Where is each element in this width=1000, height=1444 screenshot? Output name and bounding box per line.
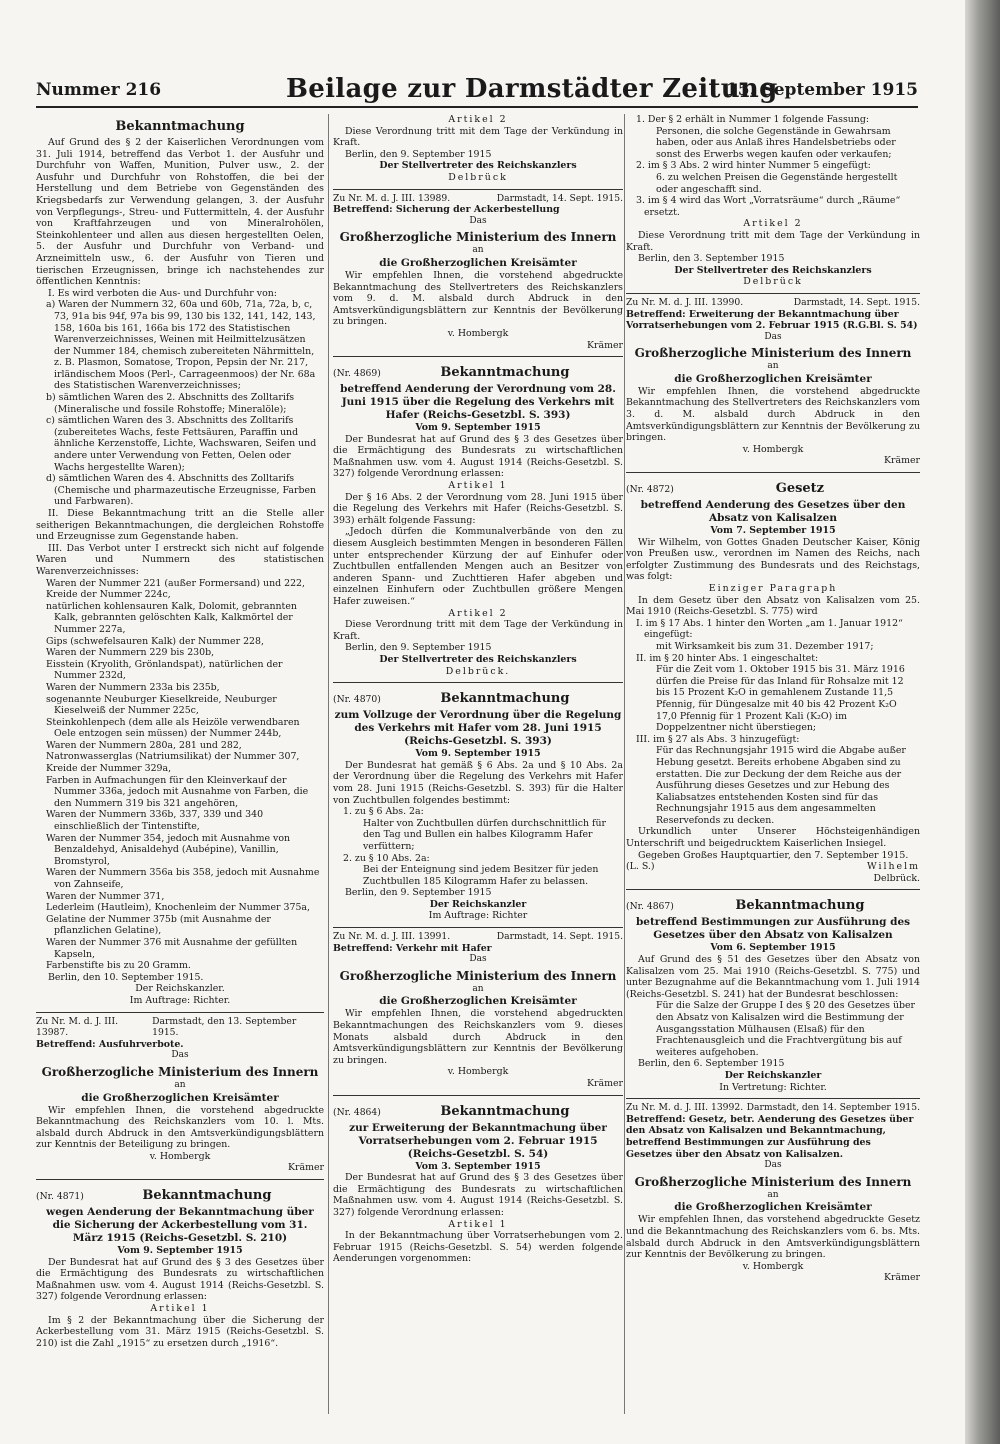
- separator: [626, 1098, 920, 1099]
- an-label: an: [472, 245, 484, 256]
- masthead: [36, 74, 918, 104]
- paragraph-heading: Einziger Paragraph: [708, 583, 838, 594]
- masthead-rule: [36, 106, 918, 108]
- signature: Delbrück: [743, 276, 803, 288]
- paragraph: Der § 16 Abs. 2 der Verordnung vom 28. Juni 1915 über die Regelung des Verkehrs mit Hafer (Reichs-Gesetzbl. S. 393) erhält folgende Fassung:: [333, 491, 623, 526]
- article-heading: Artikel 2: [448, 607, 508, 619]
- list-item: Waren der Nummern 233a bis 235b,: [46, 681, 220, 693]
- paragraph: Wir empfehlen Ihnen, das vorstehend abgedruckte Gesetz und die Bekanntmachung des Reichskanzlers vom 6. bs. Mts. alsbald durch Abdruck in den Amtsverkündigungsblättern zur Kenntnis der Bevölkerung zu bringen.: [626, 1214, 920, 1261]
- list-item: Waren der Nummern 229 bis 230b,: [46, 647, 215, 659]
- section: I. Es wird verboten die Aus- und Durchfuhr von:: [48, 287, 277, 299]
- separator: [36, 1012, 324, 1013]
- signature: Krämer: [884, 1272, 920, 1284]
- dateline: Berlin, den 3. September 1915: [638, 253, 785, 265]
- recipient: die Großherzoglichen Kreisämter: [379, 256, 577, 269]
- list-item: III. im § 27 als Abs. 3 hinzugefügt:: [636, 733, 800, 745]
- list-item: Waren der Nummern 336b, 337, 339 und 340 einschließlich der Tintenstifte,: [46, 809, 264, 833]
- signature: v. Hombergk: [447, 327, 509, 339]
- list-item: Farben in Aufmachungen für den Kleinverkauf der Nummer 336a, jedoch mit Ausnahme von Farben, die den Nummern 319 bis 321 angehören,: [46, 774, 309, 809]
- column-divider: [624, 114, 625, 1414]
- subject: Betreffend: Gesetz, betr. Aenderung des Gesetzes über den Absatz von Kalisalzen und Bekanntmachung, betreffend Bestimmungen zur Ausführung des Gesetzes über den Absatz von Kalisalzen.: [626, 1113, 914, 1160]
- subject: Betreffend: Erweiterung der Bekanntmachung über Vorratserhebungen vom 2. Februar 1915 (R.G.Bl. S. 54): [626, 308, 918, 332]
- paragraph: Auf Grund des § 2 der Kaiserlichen Verordnungen vom 31. Juli 1914, betreffend das Verbot 1. der Ausfuhr und Durchfuhr von Waffen, Munition, Pulver usw., 2. der Ausfuhr und Durchfuhr von Rohstoffen, die bei der Herstellung und dem Betriebe von Gegenständen des Kriegsbedarfs zur Verwendung gelangen, 3. der Ausfuhr von Verpflegungs-, Streu- und Futtermitteln, 4. der Ausfuhr von Kraftfahrzeugen und von Mineralrohölen, Steinkohlenteer und allen aus diesen hergestellten Oelen, 5. der Ausfuhr und Durchfuhr von Verband- und Arzneimitteln usw., 6. der Ausfuhr von Tieren und tierischen Erzeugnissen, bringe ich nachstehendes zur öffentlichen Kenntnis:: [36, 137, 324, 288]
- list-item-text: 6. zu welchen Preisen die Gegenstände hergestellt oder angeschafft sind.: [656, 171, 898, 195]
- list-item-text: Für das Rechnungsjahr 1915 wird die Abgabe außer Hebung gesetzt. Bereits erhobene Abgaben sind zu erstatten. Die zur Deckung der dem Reiche aus der Ausführung dieses Gesetzes und zur Hebung des Kaliabsatzes entstehenden Kosten sind für das Rechnungsjahr 1915 aus dem angesammelten Reservefonds zu decken.: [656, 745, 906, 826]
- notice-heading: Bekanntmachung: [115, 119, 245, 134]
- list-item: Waren der Nummer 221 (außer Formersand) und 222,: [46, 577, 305, 589]
- separator: [333, 356, 623, 357]
- separator: [333, 927, 623, 928]
- subject: Betreffend: Ausfuhrverbote.: [36, 1038, 184, 1050]
- das-label: Das: [764, 1160, 782, 1171]
- separator: [333, 1095, 623, 1096]
- notice-heading: Bekanntmachung: [440, 365, 570, 381]
- paragraph: In der Bekanntmachung über Vorratserhebungen vom 2. Februar 1915 (Reichs-Gesetzbl. S. 54) werden folgende Aenderungen vorgenommen:: [333, 1230, 623, 1265]
- ministry-heading: Großherzogliche Ministerium des Innern: [339, 968, 617, 983]
- ministry-heading: Großherzogliche Ministerium des Innern: [41, 1064, 319, 1079]
- section: II. Diese Bekanntmachung tritt an die Stelle aller seitherigen Bekanntmachungen, die dergleichen Rohstoffe und Erzeugnisse zum Gegenstande haben.: [36, 508, 324, 543]
- list-item-text: Bei der Enteignung sind jedem Besitzer für jeden Zuchtbullen 185 Kilogramm Hafer zu belassen.: [363, 864, 599, 887]
- reference: Zu Nr. M. d. J. III. 13987.: [36, 1015, 119, 1039]
- notice-subtitle: zur Erweiterung der Bekanntmachung über Vorratserhebungen vom 2. Februar 1915 (Reichs-Gesetzbl. S. 54): [349, 1121, 607, 1160]
- list-item: 3. im § 4 wird das Wort „Vorratsräume“ durch „Räume“ ersetzt.: [636, 195, 901, 218]
- signature: v. Hombergk: [742, 1260, 804, 1272]
- paragraph: Der Bundesrat hat auf Grund des § 3 des Gesetzes über die Ermächtigung des Bundesrats zu wirtschaftlichen Maßnahmen usw. vom 4. August 1914 (Reichs-Gesetzbl. S. 327) folgende Verordnung erlassen:: [333, 433, 623, 480]
- ministry-heading: Großherzogliche Ministerium des Innern: [634, 1174, 912, 1189]
- signature: Delbrück: [448, 171, 508, 183]
- issue-date: 15. September 1915: [725, 80, 918, 100]
- column-3: [626, 114, 920, 1414]
- signature: Der Stellvertreter des Reichskanzlers: [379, 160, 577, 172]
- newspaper-title: Beilage zur Darmstädter Zeitung: [286, 74, 778, 104]
- signature: Delbrück.: [445, 665, 511, 677]
- das-label: Das: [171, 1050, 189, 1061]
- list-item: I. im § 17 Abs. 1 hinter den Worten „am 1. Januar 1912“ eingefügt:: [636, 617, 903, 641]
- list-item: Waren der Nummern 280a, 281 und 282,: [46, 739, 242, 751]
- list-item-text: mit Wirksamkeit bis zum 31. Dezember 1917;: [656, 640, 874, 652]
- das-label: Das: [469, 954, 487, 965]
- dateline: Berlin, den 9. September 1915: [345, 642, 492, 654]
- paragraph: In dem Gesetz über den Absatz von Kalisalzen vom 25. Mai 1910 (Reichs-Gesetzbl. S. 775) wird: [626, 594, 920, 618]
- recipient: die Großherzoglichen Kreisämter: [81, 1091, 279, 1104]
- issue-number: Nummer 216: [36, 80, 162, 100]
- paragraph: Urkundlich unter Unserer Höchsteigenhändigen Unterschrift und beigedrucktem Kaiserlichen Insiegel.: [626, 826, 920, 850]
- notice-date: Vom 9. September 1915: [117, 1245, 243, 1257]
- list-item: 1. Der § 2 erhält in Nummer 1 folgende Fassung:: [636, 114, 870, 125]
- list-item-text: Für die Zeit vom 1. Oktober 1915 bis 31. März 1916 dürfen die Preise für das Inland für Rohsalze mit 12 bis 15 Prozent K₂O in gemahlenem Zustande 11,5 Pfennig, für Düngesalze mit 40 bis 42 Prozent K₂O 17,0 Pfennig für 1 Prozent Kali (K₂O) im Doppelzentner nicht überstiegen;: [656, 664, 905, 734]
- notice-heading: Bekanntmachung: [735, 898, 865, 914]
- recipient: die Großherzoglichen Kreisämter: [379, 995, 577, 1008]
- list-item: a) Waren der Nummern 32, 60a und 60b, 71a, 72a, b, c, 73, 91a bis 94f, 97a bis 99, 130 bis 132, 141, 142, 143, 158, 160a bis 161, 166a bis 172 des Statistischen Warenverzeichnisses, Weinen mit Heilmittelzusätzen der Nummer 184, chemisch zubereiteten Nährmitteln, z. B. Plasmon, Somatose, Tropon, Pepsin der Nr. 217, irländischem Moos (Perl-, Carrageenmoos) der Nr. 68a des Statistischen Warenverzeichnisses;: [46, 299, 316, 392]
- reference: Zu Nr. M. d. J. III. 13991.: [333, 931, 451, 943]
- list-item: natürlichen kohlensauren Kalk, Dolomit, gebrannten Kalk, gebrannten gelöschten Kalk, Kalkmörtel der Nummer 227a,: [46, 600, 297, 635]
- signature: v. Hombergk: [742, 443, 804, 455]
- notice-number: (Nr. 4864): [333, 1106, 381, 1118]
- signature: Delbrück.: [873, 872, 920, 884]
- notice-date: Vom 9. September 1915: [415, 422, 541, 434]
- paragraph: Wir empfehlen Ihnen, die vorstehend abgedruckten Bekanntmachungen des Reichskanzlers vom 9. dieses Monats alsbald durch Abdruck in den Amtsverkündigungsblättern zur Kenntnis der Bevölkerung zu bringen.: [333, 1008, 623, 1066]
- section: III. Das Verbot unter I erstreckt sich nicht auf folgende Waren und Nummern des statistischen Warenverzeichnisses:: [36, 542, 324, 577]
- paragraph: Der Bundesrat hat auf Grund des § 3 des Gesetzes über die Ermächtigung des Bundesrats zu wirtschaftlichen Maßnahmen usw. vom 4. August 1914 (Reichs-Gesetzbl. S. 327) folgende Verordnung erlassen:: [333, 1172, 623, 1218]
- list-item: c) sämtlichen Waren des 3. Abschnitts des Zolltarifs (zubereitetes Wachs, feste Fettsäuren, Paraffin und ähnliche Kerzenstoffe, Lichte, Wachswaren, Seifen und andere unter Verwendung von Fetten, Oelen oder Wachs hergestellte Waren);: [46, 415, 317, 473]
- signature: Der Stellvertreter des Reichskanzlers: [379, 653, 577, 665]
- notice-subtitle: zum Vollzuge der Verordnung über die Regelung des Verkehrs mit Hafer vom 28. Juni 1915 (Reichs-Gesetzbl. S. 393): [334, 709, 622, 748]
- paragraph: Der Bundesrat hat auf Grund des § 3 des Gesetzes über die Ermächtigung des Bundesrats zu wirtschaftlichen Maßnahmen usw. vom 4. August 1914 (Reichs-Gesetzbl. S. 327) folgende Verordnung erlassen:: [36, 1256, 324, 1303]
- article-heading: Artikel 1: [448, 1218, 508, 1230]
- notice-subtitle: wegen Aenderung der Bekanntmachung über die Sicherung der Ackerbestellung vom 31. März 1915 (Reichs-Gesetzbl. S. 210): [46, 1206, 314, 1245]
- reference-date: Darmstadt, den 13. September 1915.: [152, 1015, 297, 1039]
- signature: Krämer: [884, 455, 920, 467]
- signature: v. Hombergk: [447, 1066, 509, 1078]
- list-item: 2. zu § 10 Abs. 2a:: [343, 852, 430, 864]
- separator: [36, 1179, 324, 1180]
- list-item: Kreide der Nummer 224c,: [46, 589, 171, 601]
- law-heading: Gesetz: [775, 481, 825, 497]
- notice-subtitle: betreffend Aenderung der Verordnung vom 28. Juni 1915 über die Regelung des Verkehrs mit Hafer (Reichs-Gesetzbl. S. 393): [340, 383, 616, 422]
- recipient: die Großherzoglichen Kreisämter: [674, 372, 872, 385]
- list-item: Farbenstifte bis zu 20 Gramm.: [46, 960, 191, 972]
- notice-date: Vom 9. September 1915: [415, 748, 541, 760]
- notice-number: (Nr. 4867): [626, 901, 674, 913]
- column-1: [36, 114, 324, 1414]
- list-item: 1. zu § 6 Abs. 2a:: [343, 806, 424, 818]
- reference-date: Darmstadt, 14. Sept. 1915.: [793, 296, 920, 308]
- subject: Betreffend: Verkehr mit Hafer: [333, 942, 492, 954]
- signature: Im Auftrage: Richter: [428, 910, 528, 922]
- paragraph: Im § 2 der Bekanntmachung über die Sicherung der Ackerbestellung vom 31. März 1915 (Reichs-Gesetzbl. S. 210) ist die Zahl „1915“ zu ersetzen durch „1916“.: [36, 1314, 324, 1349]
- paragraph: Wir empfehlen Ihnen, die vorstehend abgedruckte Bekanntmachung des Stellvertreters des Reichskanzlers vom 3. d. M. alsbald durch Abdruck in den Amtsverkündigungsblättern zur Kenntnis der Bevölkerung zu bringen.: [626, 385, 920, 444]
- reference: Zu Nr. M. d. J. III. 13992.: [626, 1102, 744, 1114]
- notice-number: (Nr. 4872): [626, 484, 674, 496]
- list-item: Waren der Nummern 356a bis 358, jedoch mit Ausnahme von Zahnseife,: [46, 867, 320, 890]
- an-label: an: [767, 361, 779, 372]
- list-item-text: Personen, die solche Gegenstände in Gewahrsam haben, oder aus Anlaß ihres Handelsbetriebs oder sonst des Erwerbs wegen kaufen oder verkaufen;: [656, 125, 896, 160]
- paragraph: Diese Verordnung tritt mit dem Tage der Verkündung in Kraft.: [626, 229, 920, 253]
- list-item: Eisstein (Kryolith, Grönlandspat), natürlichen der Nummer 232d,: [46, 658, 283, 682]
- notice-heading: Bekanntmachung: [440, 691, 570, 707]
- notice-number: (Nr. 4869): [333, 368, 381, 380]
- paragraph: Diese Verordnung tritt mit dem Tage der Verkündung in Kraft.: [333, 619, 623, 642]
- article-heading: Artikel 1: [150, 1303, 210, 1315]
- notice-subtitle: betreffend Aenderung des Gesetzes über den Absatz von Kalisalzen: [640, 499, 906, 525]
- notice-heading: Bekanntmachung: [440, 1103, 570, 1119]
- signature: Der Reichskanzler: [429, 898, 527, 910]
- list-item: sogenannte Neuburger Kieselkreide, Neuburger Kieselweiß der Nummer 225c,: [46, 693, 277, 717]
- an-label: an: [174, 1079, 186, 1090]
- notice-date: Vom 6. September 1915: [710, 942, 836, 954]
- list-item: Steinkohlenpech (dem alle als Heizöle verwendbaren Oele entzogen sein müssen) der Nummer 244b,: [46, 716, 300, 740]
- signature: v. Hombergk: [149, 1150, 211, 1162]
- paragraph: Auf Grund des § 51 des Gesetzes über den Absatz von Kalisalzen vom 25. Mai 1910 (Reichs-Gesetzbl. S. 775) und unter Bezugnahme auf die Bekanntmachung vom 1. Juli 1914 (Reichs-Gesetzbl. S. 241) hat der Bundesrat beschlossen:: [626, 954, 920, 1000]
- paragraph: Wir Wilhelm, von Gottes Gnaden Deutscher Kaiser, König von Preußen usw., verordnen im Namen des Reichs, nach erfolgter Zustimmung des Bundesrats und des Reichstags, was folgt:: [626, 536, 920, 583]
- subject: Betreffend: Sicherung der Ackerbestellung: [333, 204, 560, 216]
- signature: Wilhelm: [867, 861, 920, 873]
- list-item-text: Halter von Zuchtbullen dürfen durchschnittlich für den Tag und Bullen ein halbes Kilogramm Hafer verfüttern;: [363, 817, 606, 852]
- signature: Im Auftrage: Richter.: [129, 994, 231, 1006]
- list-item: Waren der Nummer 371,: [46, 890, 165, 902]
- list-item: b) sämtlichen Waren des 2. Abschnitts des Zolltarifs (Mineralische und fossile Rohstoffe; Mineralöle);: [46, 392, 295, 415]
- signature: Krämer: [587, 339, 623, 351]
- dateline: Berlin, den 10. September 1915.: [48, 971, 204, 983]
- list-item: II. im § 20 hinter Abs. 1 eingeschaltet:: [636, 652, 819, 664]
- article-heading: Artikel 2: [743, 218, 803, 230]
- reference: Zu Nr. M. d. J. III. 13989.: [333, 192, 451, 204]
- signature: Der Reichskanzler.: [135, 983, 225, 995]
- das-label: Das: [469, 215, 487, 226]
- notice-subtitle: betreffend Bestimmungen zur Ausführung des Gesetzes über den Absatz von Kalisalzen: [635, 916, 911, 942]
- reference-date: Darmstadt, 14. Sept. 1915.: [496, 192, 623, 204]
- paragraph: Für die Salze der Gruppe I des § 20 des Gesetzes über den Absatz von Kalisalzen wird die Bestimmung der Ausgangsstation Mülhausen (Elsaß) für den Frachtenausgleich und die Frachtvergütung bis auf weiteres aufgehoben.: [656, 1000, 916, 1058]
- separator: [333, 189, 623, 190]
- list-item: Waren der Nummer 376 mit Ausnahme der gefüllten Kapseln,: [46, 936, 298, 960]
- reference: Zu Nr. M. d. J. III. 13990.: [626, 296, 744, 308]
- notice-date: Vom 3. September 1915: [415, 1160, 541, 1172]
- article-heading: Artikel 2: [448, 114, 508, 125]
- list-item: Natronwasserglas (Natriumsilikat) der Nummer 307,: [46, 751, 300, 763]
- paragraph: Wir empfehlen Ihnen, die vorstehend abgedruckte Bekanntmachung des Stellvertreters des Reichskanzlers vom 9. d. M. alsbald durch Abdruck in den Amtsverkündigungsblättern zur Kenntnis der Bevölkerung zu bringen.: [333, 269, 623, 328]
- signature: Krämer: [288, 1162, 324, 1174]
- list-item: Gips (schwefelsauren Kalk) der Nummer 228,: [46, 635, 264, 647]
- signature: Der Reichskanzler: [724, 1069, 822, 1081]
- reference-date: Darmstadt, den 14. September 1915.: [746, 1102, 920, 1114]
- dateline: Gegeben Großes Hauptquartier, den 7. September 1915.: [638, 849, 909, 861]
- seal-mark: (L. S.): [626, 861, 655, 873]
- list-item: Lederleim (Hautleim), Knochenleim der Nummer 375a,: [46, 902, 310, 914]
- signature: Der Stellvertreter des Reichskanzlers: [674, 264, 872, 276]
- notice-heading: Bekanntmachung: [142, 1188, 272, 1204]
- signature: Krämer: [587, 1078, 623, 1089]
- separator: [626, 293, 920, 294]
- notice-number: (Nr. 4870): [333, 694, 381, 706]
- list-item: Gelatine der Nummer 375b (mit Ausnahme der pflanzlichen Gelatine),: [46, 913, 271, 937]
- column-divider: [328, 114, 329, 1414]
- notice-number: (Nr. 4871): [36, 1191, 84, 1203]
- separator: [626, 889, 920, 890]
- separator: [626, 472, 920, 473]
- reference-date: Darmstadt, 14. Sept. 1915.: [496, 931, 623, 943]
- ministry-heading: Großherzogliche Ministerium des Innern: [634, 346, 912, 361]
- paragraph: Wir empfehlen Ihnen, die vorstehend abgedruckte Bekanntmachung des Reichskanzlers vom 10. l. Mts. alsbald durch Abdruck in den Amtsverkündigungsblättern zur Kenntnis der Beteiligung zu bringen.: [36, 1104, 324, 1151]
- notice-date: Vom 7. September 1915: [710, 525, 836, 537]
- separator: [333, 682, 623, 683]
- paragraph: Der Bundesrat hat gemäß § 6 Abs. 2a und § 10 Abs. 2a der Verordnung über die Regelung des Verkehrs mit Hafer vom 28. Juni 1915 (Reichs-Gesetzbl. S. 393) für die Halter von Zuchtbullen folgendes bestimmt:: [333, 759, 623, 806]
- dateline: Berlin, den 9. September 1915: [345, 887, 492, 899]
- page-edge: [965, 0, 1000, 1444]
- quote: „Jedoch dürfen die Kommunalverbände von den zu diesem Ausgleich bestimmten Mengen in besonderen Fällen unter entsprechender Kürzung der auf Einhufer oder Zuchtbullen entfallenden Mengen auch an Besitzer von anderen Spann- und Zuchttieren Hafer abgeben und einzelnen Einhufern oder Zuchtbullen größere Mengen Hafer zuweisen.“: [333, 526, 623, 607]
- article-heading: Artikel 1: [448, 480, 508, 492]
- an-label: an: [472, 983, 484, 994]
- ministry-heading: Großherzogliche Ministerium des Innern: [339, 230, 617, 245]
- list-item: Waren der Nummer 354, jedoch mit Ausnahme von Benzaldehyd, Anisaldehyd (Aubépine), Vanillin, Bromstyrol,: [46, 832, 291, 867]
- signature: In Vertretung: Richter.: [719, 1081, 827, 1093]
- column-2: [333, 114, 623, 1414]
- das-label: Das: [764, 331, 782, 342]
- list-item: 2. im § 3 Abs. 2 wird hinter Nummer 5 eingefügt:: [636, 160, 871, 172]
- list-item: d) sämtlichen Waren des 4. Abschnitts des Zolltarifs (Chemische und pharmazeutische Erzeugnisse, Farben und Farbwaren).: [46, 473, 317, 508]
- dateline: Berlin, den 9. September 1915: [345, 148, 492, 160]
- dateline: Berlin, den 6. September 1915: [638, 1058, 785, 1070]
- paragraph: Diese Verordnung tritt mit dem Tage der Verkündung in Kraft.: [333, 125, 623, 149]
- recipient: die Großherzoglichen Kreisämter: [674, 1201, 872, 1214]
- list-item: Kreide der Nummer 329a,: [46, 763, 172, 775]
- an-label: an: [767, 1189, 779, 1200]
